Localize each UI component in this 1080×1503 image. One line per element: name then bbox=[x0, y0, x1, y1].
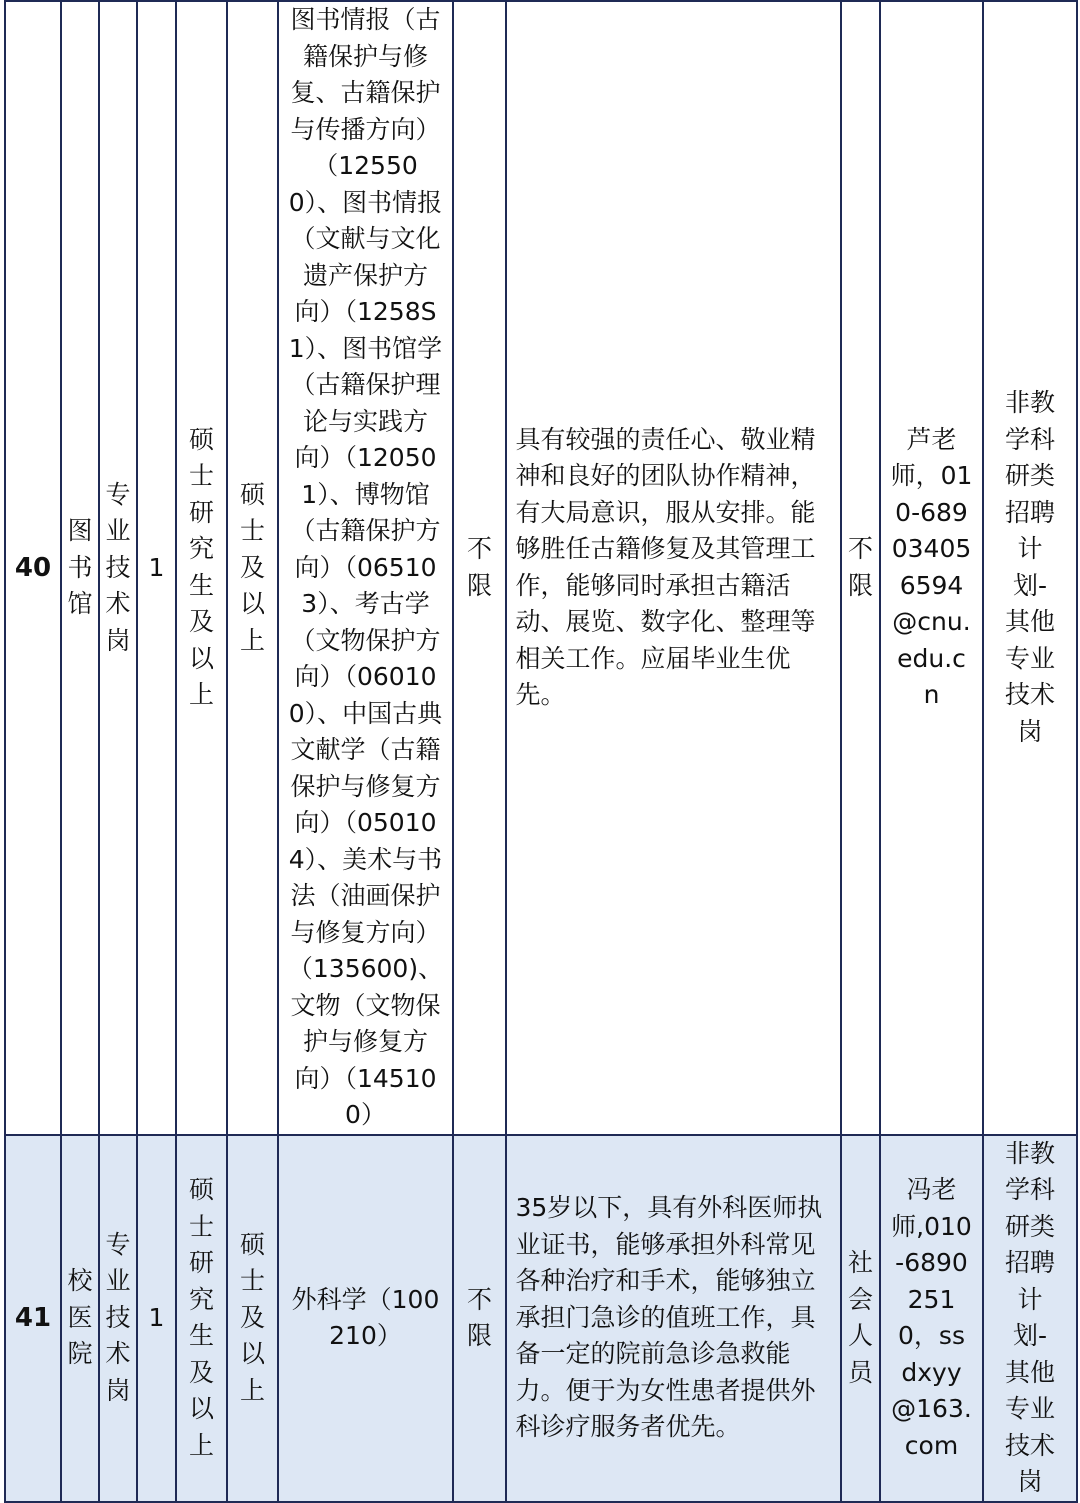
requirements-cell: 具有较强的责任心、敬业精神和良好的团队协作精神，有大局意识，服从安排。能够胜任古籍修复及其管理工作，能够同时承担古籍活动、展览、数字化、整理等相关工作。应届毕业生优先。 bbox=[506, 1, 841, 1135]
headcount-cell: 1 bbox=[137, 1, 176, 1135]
requirements-cell: 35岁以下，具有外科医师执业证书，能够承担外科常见各种治疗和手术，能够独立承担门急诊的值班工作，具备一定的院前急诊急救能力。便于为女性患者提供外科诊疗服务者优先。 bbox=[506, 1135, 841, 1502]
age-cell: 不限 bbox=[453, 1, 506, 1135]
post-type-cell: 专业技术岗 bbox=[99, 1135, 137, 1502]
recruitment-table bbox=[4, 0, 1078, 1503]
education-cell: 硕士研究生及以上 bbox=[176, 1135, 227, 1502]
table-row bbox=[5, 1, 1077, 1135]
degree-cell: 硕士及以上 bbox=[227, 1, 278, 1135]
contact-cell: 芦老师，010-68903405 6594@cnu.edu.cn bbox=[880, 1, 983, 1135]
plan-category-cell: 非教学科研类招聘计划-其他专业技术岗 bbox=[983, 1, 1077, 1135]
age-cell: 不限 bbox=[453, 1135, 506, 1502]
department-cell: 校医院 bbox=[61, 1135, 99, 1502]
major-cell: 外科学（100210） bbox=[278, 1135, 453, 1502]
department-cell: 图书馆 bbox=[61, 1, 99, 1135]
row-number: 40 bbox=[5, 1, 61, 1135]
post-type-cell: 专业技术岗 bbox=[99, 1, 137, 1135]
table-row bbox=[5, 1135, 1077, 1502]
contact-cell: 冯老师,010-68902510，ssdxyy@163.com bbox=[880, 1135, 983, 1502]
headcount-cell: 1 bbox=[137, 1135, 176, 1502]
applicant-source-cell: 不限 bbox=[841, 1, 880, 1135]
major-cell: 图书情报（古籍保护与修复、古籍保护与传播方向）（125500）、图书情报（文献与文化遗产保护方向）（1258S1）、图书馆学（古籍保护理论与实践方向）（120501）、博物馆（古籍保护方向）（065103）、考古学（文物保护方向）（060100）、中国古典文献学（古籍保护与修复方向）（050104）、美术与书法（油画保护与修复方向）（135600)、文物（文物保护与修复方向）（145100） bbox=[278, 1, 453, 1135]
row-number: 41 bbox=[5, 1135, 61, 1502]
applicant-source-cell: 社会人员 bbox=[841, 1135, 880, 1502]
education-cell: 硕士研究生及以上 bbox=[176, 1, 227, 1135]
degree-cell: 硕士及以上 bbox=[227, 1135, 278, 1502]
plan-category-cell: 非教学科研类招聘计划-其他专业技术岗 bbox=[983, 1135, 1077, 1502]
